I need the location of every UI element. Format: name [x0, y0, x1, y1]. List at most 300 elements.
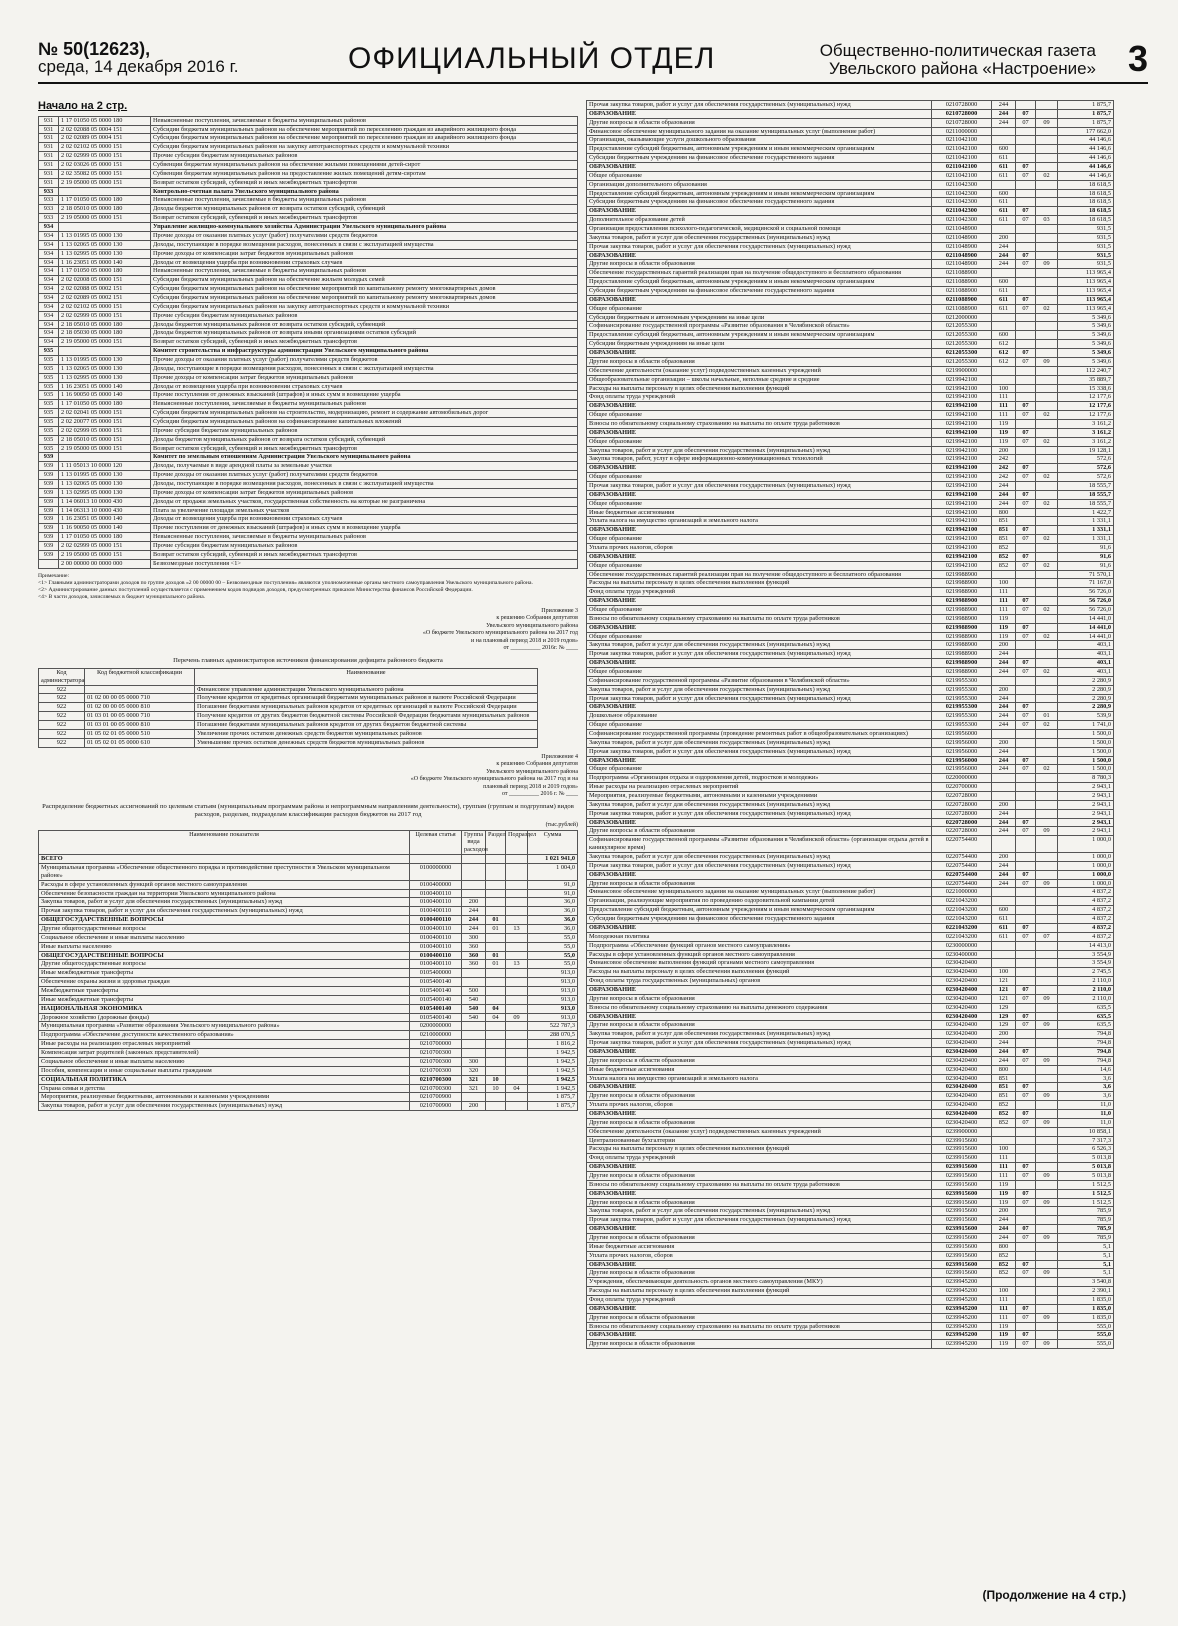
table-cell: 852 [992, 1251, 1016, 1260]
table-cell: 0211042100 [932, 145, 992, 154]
table-cell: 113 965,4 [1058, 269, 1114, 278]
table-row [587, 233, 1114, 242]
table-cell: 15 338,6 [1058, 384, 1114, 393]
table-cell: 0211048900 [932, 225, 992, 234]
table-cell: 2 00 00000 00 0000 000 [59, 559, 151, 568]
table-cell: 0219988900 [932, 668, 992, 677]
table-row [587, 941, 1114, 950]
table-row [587, 517, 1114, 526]
table-cell [992, 1278, 1016, 1287]
table-cell [1036, 915, 1058, 924]
table-cell [992, 366, 1016, 375]
table-cell: 934 [39, 223, 59, 232]
table-cell: 0230420400 [932, 1047, 992, 1056]
table-row [39, 524, 578, 533]
table-cell [462, 880, 486, 889]
table-cell: 0221043200 [932, 906, 992, 915]
table-cell: 934 [39, 249, 59, 258]
table-cell: 3 554,9 [1058, 950, 1114, 959]
table-cell: 3 161,2 [1058, 428, 1114, 437]
table-cell [992, 836, 1016, 853]
table-row [587, 853, 1114, 862]
table-cell: 07 [1016, 756, 1036, 765]
table-cell [1016, 941, 1036, 950]
table-cell [1036, 269, 1058, 278]
table-row [587, 455, 1114, 464]
table-cell: 07 [1036, 932, 1058, 941]
table-cell: 07 [1016, 552, 1036, 561]
table-cell: 2 745,5 [1058, 968, 1114, 977]
table-row [587, 1012, 1114, 1021]
table-cell: 19 128,1 [1058, 446, 1114, 455]
table-cell: Другие общегосударственные вопросы [39, 960, 410, 969]
table-cell: 0212055300 [932, 322, 992, 331]
table-cell: 1 500,0 [1058, 756, 1114, 765]
table-cell: 07 [1016, 1340, 1036, 1349]
table-row [39, 969, 578, 978]
table-cell: 0230420400 [932, 977, 992, 986]
table-cell [1016, 800, 1036, 809]
table-cell: ОБРАЗОВАНИЕ [587, 1083, 932, 1092]
table-cell [486, 864, 506, 881]
table-cell: 55,0 [528, 942, 578, 951]
table-cell: 200 [992, 853, 1016, 862]
table-cell: 0100400110 [410, 942, 462, 951]
table-cell: 0230420400 [932, 1003, 992, 1012]
table-cell: 2 02 02999 05 0000 151 [59, 542, 151, 551]
table-cell: 0219956000 [932, 756, 992, 765]
table-cell [1036, 313, 1058, 322]
table-cell: 01 [486, 925, 506, 934]
table-cell: Общее образование [587, 535, 932, 544]
table-cell [486, 1057, 506, 1066]
table-cell: 0239915600 [932, 1242, 992, 1251]
table-cell [39, 559, 59, 568]
table-cell: 852 [992, 1101, 1016, 1110]
table-cell: Погашение бюджетами муниципальных районов кредитов от кредитных организаций в валюте Российской Федерации [195, 703, 538, 712]
table-row [587, 366, 1114, 375]
table-cell: 07 [1016, 411, 1036, 420]
table-cell [1036, 198, 1058, 207]
table-cell [486, 1022, 506, 1031]
table-row [39, 515, 578, 524]
table-row [587, 260, 1114, 269]
appendix4-title: Распределение бюджетных ассигнований по целевым статьям (муниципальным программам района и непрограммным направлениям деятельности), группам (группам и подгруппам) видов расходов, разделам, подразделам классификации расходов бюджетов на 2017 год [42, 802, 574, 818]
table-row [39, 444, 578, 453]
table-row [587, 1304, 1114, 1313]
table-row [587, 154, 1114, 163]
table-cell: 0230420400 [932, 1065, 992, 1074]
table-cell: 1 875,7 [1058, 109, 1114, 118]
table-cell: 2 18 05010 05 0000 151 [59, 435, 151, 444]
table-row [39, 898, 578, 907]
table-cell: Иные расходы на реализацию отраслевых мероприятий [587, 783, 932, 792]
table-row [39, 285, 578, 294]
table-cell: 2 943,1 [1058, 809, 1114, 818]
table-cell: 852 [992, 1269, 1016, 1278]
table-cell: 0219955300 [932, 694, 992, 703]
table-cell: 11,0 [1058, 1101, 1114, 1110]
table-cell: 244 [992, 703, 1016, 712]
table-cell [1016, 366, 1036, 375]
table-row [39, 729, 538, 738]
table-cell: 5 349,6 [1058, 340, 1114, 349]
table-cell [992, 888, 1016, 897]
table-cell: 5,1 [1058, 1251, 1114, 1260]
table-row [587, 1021, 1114, 1030]
table-row [587, 278, 1114, 287]
table-cell [1036, 941, 1058, 950]
table-cell [1016, 694, 1036, 703]
table-cell: Другие вопросы в области образования [587, 827, 932, 836]
table-cell: 1 835,0 [1058, 1296, 1114, 1305]
table-row [587, 101, 1114, 110]
table-cell: Субвенции бюджетам муниципальных районов на обеспечение жилыми помещениями детей-сирот [151, 161, 578, 170]
table-cell: Прочие поступления от денежных взысканий (штрафов) и иных сумм в возмещение ущерба [151, 524, 578, 533]
table-cell [1036, 897, 1058, 906]
table-cell: Финансовое обеспечение выполнения функций органами местного самоуправления [587, 959, 932, 968]
table-cell: Фонд оплаты труда учреждений [587, 1154, 932, 1163]
table-cell: 18 618,5 [1058, 180, 1114, 189]
table-row [587, 985, 1114, 994]
table-row [39, 721, 538, 730]
table-cell: 0239915600 [932, 1225, 992, 1234]
table-cell: 119 [992, 428, 1016, 437]
table-row [587, 295, 1114, 304]
table-row [39, 497, 578, 506]
table-cell: 1 000,0 [1058, 853, 1114, 862]
table-cell [1016, 393, 1036, 402]
table-cell: 5 013,8 [1058, 1171, 1114, 1180]
table-cell: Возврат остатков субсидий, субвенций и иных межбюджетных трансфертов [151, 444, 578, 453]
table-row [587, 641, 1114, 650]
table-cell: Взносы по обязательному социальному страхованию на выплаты по оплате труда работников [587, 419, 932, 428]
table-cell [1036, 242, 1058, 251]
table-cell: Закупка товаров, работ и услуг для обеспечения государственных (муниципальных) нужд [587, 641, 932, 650]
table-cell: 555,0 [1058, 1331, 1114, 1340]
table-row [39, 258, 578, 267]
table-cell: 2 18 05030 05 0000 180 [59, 329, 151, 338]
table-cell: 922 [39, 712, 85, 721]
table-row [587, 340, 1114, 349]
table-cell [85, 685, 195, 694]
table-cell: 0219955300 [932, 721, 992, 730]
table-cell: 933 [39, 187, 59, 196]
table-cell [1036, 481, 1058, 490]
table-row [587, 818, 1114, 827]
table-cell [1036, 543, 1058, 552]
table-cell: 07 [1016, 357, 1036, 366]
table-cell: Другие вопросы в области образования [587, 1340, 932, 1349]
table-row [587, 597, 1114, 606]
table-cell: Общее образование [587, 632, 932, 641]
table-cell: 0210700300 [410, 1084, 462, 1093]
table-cell: Другие вопросы в области образования [587, 879, 932, 888]
deficit-sources-table [38, 668, 538, 748]
table-cell: Погашение бюджетами муниципальных районов кредитов от других бюджетов бюджетной системы [195, 721, 538, 730]
table-cell: 244 [992, 1047, 1016, 1056]
table-cell: 113 965,4 [1058, 278, 1114, 287]
table-cell: Субсидии бюджетным учреждениям на финансовое обеспечение государственного задания [587, 154, 932, 163]
table-cell: 2 19 05000 05 0000 151 [59, 550, 151, 559]
table-cell [1036, 774, 1058, 783]
table-cell: 785,9 [1058, 1234, 1114, 1243]
table-cell: 111 [992, 1304, 1016, 1313]
table-cell: 09 [1036, 1313, 1058, 1322]
table-row [587, 977, 1114, 986]
table-cell: 100 [992, 1287, 1016, 1296]
table-cell: Обеспечение государственных гарантий реализации прав на получение общедоступного и бесплатного образования [587, 269, 932, 278]
table-cell: 119 [992, 1340, 1016, 1349]
table-cell: 129 [992, 1012, 1016, 1021]
table-cell: 321 [462, 1084, 486, 1093]
table-cell: Фонд оплаты труда учреждений [587, 1296, 932, 1305]
table-cell: 18 555,7 [1058, 490, 1114, 499]
table-cell: 244 [992, 809, 1016, 818]
table-cell: Невыясненные поступления, зачисляемые в бюджеты муниципальных районов [151, 533, 578, 542]
table-cell: Муниципальная программа «Обеспечение общественного порядка и противодействие преступности в Увельском муниципальном районе» [39, 864, 410, 881]
table-cell: 07 [1016, 1171, 1036, 1180]
table-row [587, 1136, 1114, 1145]
table-cell: Общее образование [587, 721, 932, 730]
column-header: Целевая статья [410, 830, 462, 855]
table-row [587, 180, 1114, 189]
table-cell: 0239915600 [932, 1154, 992, 1163]
table-cell [1036, 950, 1058, 959]
table-cell: Прочие субсидии бюджетам муниципальных районов [151, 152, 578, 161]
table-cell: 07 [1016, 668, 1036, 677]
table-cell: 935 [39, 347, 59, 356]
table-cell: Доходы бюджетов муниципальных районов от возврата остатков субсидий, субвенций [151, 320, 578, 329]
table-cell [1036, 650, 1058, 659]
table-row [587, 375, 1114, 384]
table-row [39, 685, 538, 694]
table-row [587, 109, 1114, 118]
table-cell: 1 741,0 [1058, 721, 1114, 730]
table-cell: Организация предоставления психолого-педагогической, медицинской и социальной помощи [587, 225, 932, 234]
table-row [587, 950, 1114, 959]
table-cell [506, 933, 528, 942]
table-row [587, 543, 1114, 552]
table-cell: 02 [1036, 605, 1058, 614]
table-row [587, 1003, 1114, 1012]
table-cell: Фонд оплаты труда учреждений [587, 393, 932, 402]
table-row [39, 355, 578, 364]
table-cell [1036, 747, 1058, 756]
table-cell [1036, 145, 1058, 154]
table-cell: ОБРАЗОВАНИЕ [587, 703, 932, 712]
table-cell: 0219955300 [932, 703, 992, 712]
table-cell: 01 05 02 01 05 0000 510 [85, 729, 195, 738]
table-cell: 07 [1016, 1092, 1036, 1101]
table-row [587, 393, 1114, 402]
table-cell: 0239945200 [932, 1304, 992, 1313]
table-cell [992, 730, 1016, 739]
table-cell: 1 17 01050 05 0000 180 [59, 267, 151, 276]
table-cell: ОБРАЗОВАНИЕ [587, 349, 932, 358]
table-cell: Закупка товаров, работ и услуг для обеспечения государственных (муниципальных) нужд [587, 800, 932, 809]
table-row [39, 187, 578, 196]
table-cell: 14 441,0 [1058, 632, 1114, 641]
table-cell: 55,0 [528, 960, 578, 969]
table-cell: 1 13 02995 05 0000 130 [59, 373, 151, 382]
table-cell: 2 02 02999 05 0000 151 [59, 152, 151, 161]
table-cell: ОБРАЗОВАНИЕ [587, 1304, 932, 1313]
table-row [587, 242, 1114, 251]
table-cell: 2 943,1 [1058, 800, 1114, 809]
table-cell: Общеобразовательные организации – школы начальные, неполные средние и средние [587, 375, 932, 384]
table-cell: 2 18 05010 05 0000 180 [59, 320, 151, 329]
table-cell: 0210000000 [410, 1031, 462, 1040]
table-cell: Межбюджетные трансферты [39, 987, 410, 996]
table-cell: 10 [486, 1075, 506, 1084]
table-cell: 07 [1016, 818, 1036, 827]
table-cell: 56 726,0 [1058, 605, 1114, 614]
appendix3-line: и на плановый период 2018 и 2019 годов» [471, 637, 578, 644]
table-row [587, 676, 1114, 685]
appendix3-title: Перечень главных администраторов источников финансирования дефицита районного бюджета [173, 656, 443, 664]
table-cell: 244 [992, 242, 1016, 251]
table-cell [506, 978, 528, 987]
table-cell: 1 500,0 [1058, 730, 1114, 739]
table-cell: Получение кредитов от других бюджетов бюджетной системы Российской Федерации бюджетами муниципальных районов [195, 712, 538, 721]
table-row [587, 915, 1114, 924]
table-cell: 935 [39, 373, 59, 382]
table-row [39, 417, 578, 426]
table-cell: 935 [39, 382, 59, 391]
table-cell: 0219956000 [932, 765, 992, 774]
table-cell [506, 1102, 528, 1111]
table-cell: 2 943,1 [1058, 792, 1114, 801]
table-cell: 09 [1036, 260, 1058, 269]
table-cell [1036, 233, 1058, 242]
table-cell: 07 [1016, 428, 1036, 437]
table-cell: Общее образование [587, 765, 932, 774]
table-cell: 0105400000 [410, 969, 462, 978]
table-row [587, 1207, 1114, 1216]
table-cell: 0220754400 [932, 836, 992, 853]
table-cell: 07 [1016, 1225, 1036, 1234]
table-row [587, 765, 1114, 774]
table-cell: Фонд оплаты труда государственных (муниципальных) органов [587, 977, 932, 986]
table-cell: 934 [39, 338, 59, 347]
table-cell: Расходы в сфере установленных функций органов местного самоуправления [587, 950, 932, 959]
table-cell [1036, 579, 1058, 588]
table-cell: Общее образование [587, 473, 932, 482]
table-cell: Субсидии бюджетным учреждениям на финансовое обеспечение государственного задания [587, 915, 932, 924]
table-row [39, 134, 578, 143]
table-cell: Прочие доходы от компенсации затрат бюджетов муниципальных районов [151, 373, 578, 382]
table-cell: 1 16 90050 05 0000 140 [59, 391, 151, 400]
table-cell: Охрана семьи и детства [39, 1084, 410, 1093]
table-row [587, 1030, 1114, 1039]
table-cell: 540 [462, 995, 486, 1004]
table-cell [1016, 543, 1036, 552]
table-cell [1016, 517, 1036, 526]
table-cell: 5 349,6 [1058, 349, 1114, 358]
table-row [587, 1234, 1114, 1243]
table-cell [1016, 774, 1036, 783]
table-cell [486, 969, 506, 978]
table-cell: Другие вопросы в области образования [587, 1056, 932, 1065]
table-cell: 0230420400 [932, 1012, 992, 1021]
table-cell: ОБРАЗОВАНИЕ [587, 1260, 932, 1269]
table-cell: 07 [1016, 879, 1036, 888]
table-cell: 360 [462, 960, 486, 969]
table-cell: ОБРАЗОВАНИЕ [587, 464, 932, 473]
table-cell: 36,0 [528, 907, 578, 916]
table-cell: 07 [1016, 349, 1036, 358]
table-cell: 121 [992, 994, 1016, 1003]
table-cell: Другие вопросы в области образования [587, 1021, 932, 1030]
table-cell: 0220754400 [932, 861, 992, 870]
table-cell: 91,6 [1058, 552, 1114, 561]
table-cell: Дополнительное образование детей [587, 216, 932, 225]
table-cell: Субсидии бюджетам муниципальных районов на закупку автотранспортных средств и коммунальной техники [151, 143, 578, 152]
table-cell: 0219988900 [932, 632, 992, 641]
table-cell [462, 889, 486, 898]
table-cell [1016, 959, 1036, 968]
table-cell [1036, 614, 1058, 623]
table-row [587, 526, 1114, 535]
table-cell: 0230400000 [932, 950, 992, 959]
table-cell: 0220728000 [932, 800, 992, 809]
table-cell [1016, 1207, 1036, 1216]
table-cell: 71 167,0 [1058, 579, 1114, 588]
table-cell: Муниципальная программа «Развитие образования Увельского муниципального района» [39, 1022, 410, 1031]
right-column [586, 100, 1114, 1349]
table-cell [1036, 1331, 1058, 1340]
table-cell: Закупка товаров, работ и услуг для обеспечения государственных (муниципальных) нужд [587, 1207, 932, 1216]
table-cell: Обеспечение деятельности (оказание услуг) подведомственных казенных учреждений [587, 1127, 932, 1136]
table-cell: 800 [992, 508, 1016, 517]
table-cell: 2 19 05000 05 0000 151 [59, 444, 151, 453]
table-row [587, 1340, 1114, 1349]
table-cell: 244 [992, 109, 1016, 118]
table-cell: 129 [992, 1003, 1016, 1012]
table-cell: 4 837,2 [1058, 932, 1114, 941]
table-cell: Иные выплаты населению [39, 942, 410, 951]
table-cell: Закупка товаров, работ и услуг для обеспечения государственных (муниципальных) нужд [587, 233, 932, 242]
table-row [39, 320, 578, 329]
table-cell [1016, 101, 1036, 110]
table-row [587, 1118, 1114, 1127]
table-cell: 244 [992, 879, 1016, 888]
table-cell: 1 004,0 [528, 864, 578, 881]
table-cell: 244 [462, 916, 486, 925]
table-cell: 403,1 [1058, 659, 1114, 668]
table-cell: 2 19 05000 05 0000 151 [59, 178, 151, 187]
table-cell: 611 [992, 163, 1016, 172]
table-cell: 18 618,5 [1058, 216, 1114, 225]
table-cell: 200 [992, 446, 1016, 455]
table-cell: 244 [992, 251, 1016, 260]
left-column [38, 100, 578, 1111]
table-cell: 91,6 [1058, 561, 1114, 570]
table-row [39, 1066, 578, 1075]
table-row [39, 951, 578, 960]
table-cell: 0219942100 [932, 393, 992, 402]
page-number: 3 [1127, 38, 1148, 79]
table-cell: 0239915600 [932, 1269, 992, 1278]
table-cell [992, 225, 1016, 234]
table-cell: 612 [992, 340, 1016, 349]
table-cell: 1 16 23051 05 0000 140 [59, 515, 151, 524]
table-cell: Прочая закупка товаров, работ и услуг для обеспечения государственных (муниципальных) нужд [39, 907, 410, 916]
table-cell: Софинансирование государственной программы (проведение ремонтных работ в общеобразовательных организациях) [587, 730, 932, 739]
table-cell: ОБРАЗОВАНИЕ [587, 552, 932, 561]
table-cell: ОБРАЗОВАНИЕ [587, 402, 932, 411]
